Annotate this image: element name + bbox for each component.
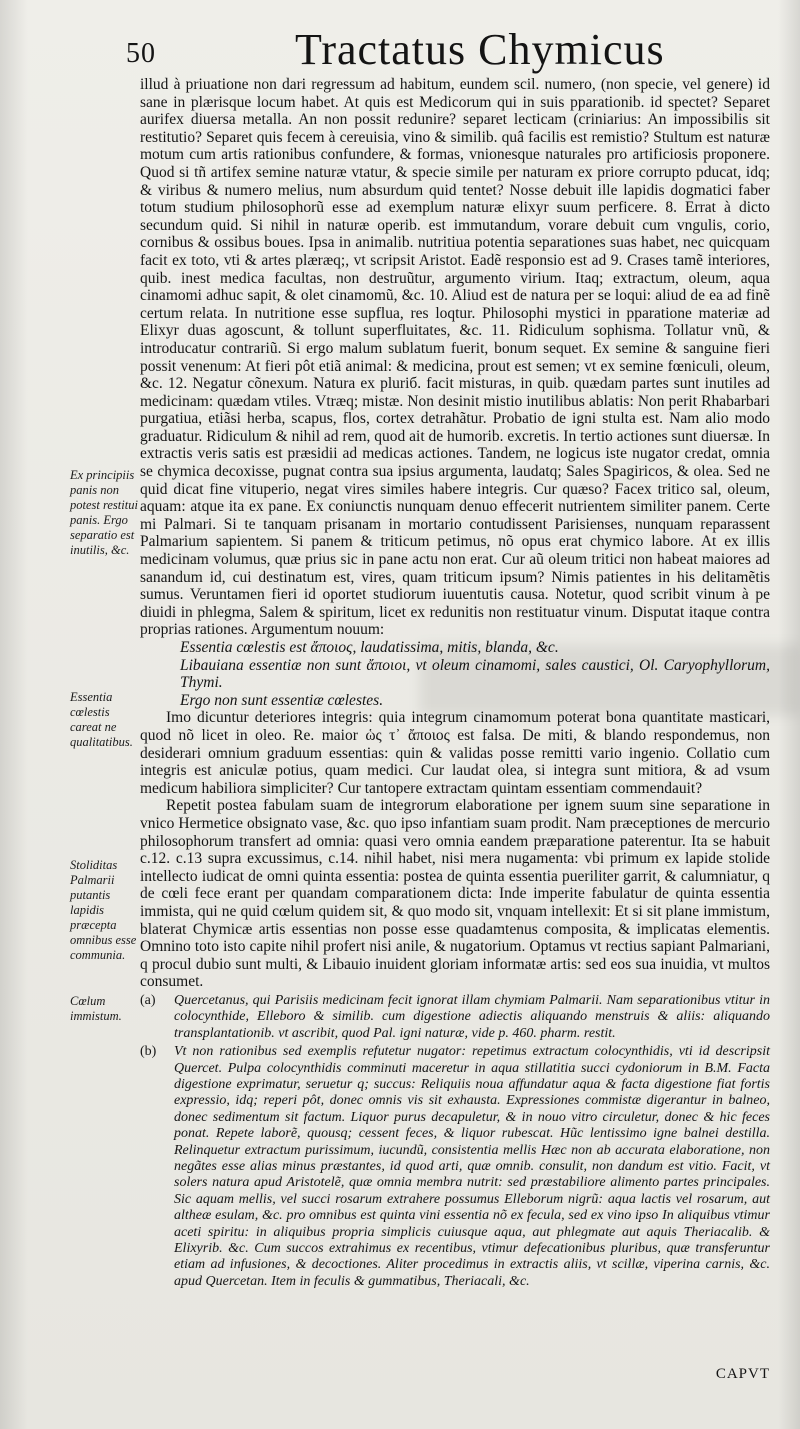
margin-note: Ex principiis panis non potest restitui panis. Ergo separatio est inutilis, &c. <box>70 468 138 557</box>
margin-note: Stoliditas Palmarii putantis lapidis præcepta omnibus esse communia. <box>70 858 137 962</box>
footnote <box>140 993 770 1042</box>
footnote-mark: (a) <box>140 992 156 1008</box>
paragraph: Imo dicuntur deteriores integris: quia integrum cinamomum poterat bona quantitate masticari, quod nõ licet in oleo. Re. maior ὡς τ᾽ ἄποιος est falsa. De miti, & blando respondemus, non desiderari omnium graduum essentias: quin & validas posse remitti vario ingenio. Collatio cum integris est aniculæ potius, quam medici. Cur laudat olea, si integra sunt mitiora, & ad vsum medicum habiliora simpliciter? Cur tantopere extractam quintam essentiam commendauit? <box>140 709 770 797</box>
page-header <box>120 14 760 74</box>
argument-line: Ergo non sunt essentiæ cœlestes. <box>180 691 384 709</box>
main-text <box>140 76 770 1290</box>
paragraph: Repetit postea fabulam suam de integrorum elaboratione per ignem suum sine separatione in vnico Hermetice obsignato vase, &c. quo ipso infantiam suam prodit. Nam præceptiones de mercurio philosophorum transfert ad omnia: quasi vero omnia eandem præparatione paterentur. Ita se habuit c.12. c.13 supra excussimus, c.14. nihil habet, nisi mera nugamenta: vbi primum ex lapide stolide intellecto iudicat de omni quinta essentia: postea de quinta essentia pueriliter garrit, & calumniatur, q de cœli fece erant per quandam comparationem dicta: Inde imperite fabulatur de quinta essentia immista, qui ne quid cœlum quidem sit, & quo modo sit, vnquam intellexit: Et si sit plane immistum, blaterat Chymicæ artis essentias non posse esse quadamtenus composita, & implicatas elementis. Omnino toto isto capite nihil profert nisi anile, & nugatorium. Optamus vt rectius sapiant Palmariani, q procul dubio sunt multi, & Libauio inuident gloriam informatæ artis: sed eos sua inuidia, vt multos consumet. <box>140 797 770 991</box>
catchword: CAPVT <box>715 1366 770 1382</box>
margin-note: Cœlum immistum. <box>70 994 122 1023</box>
margin-note: Essentia cœlestis careat ne qualitatibus. <box>70 690 133 749</box>
page-number: 50 <box>126 38 156 69</box>
footnote-mark: (b) <box>140 1044 157 1060</box>
argument-line: Essentia cœlestis est ἄποιος, laudatissima, mitis, blanda, &c. <box>180 639 559 656</box>
argument-line: Libauiana essentiæ non sunt ἄποιοι, vt oleum cinamomi, sales caustici, Ol. Caryophyllorum, Thymi. <box>180 656 770 692</box>
footnote <box>140 1044 770 1290</box>
footnote-text: Vt non rationibus sed exemplis refutetur nugator: repetimus extractum colocynthidis, vti id descripsit Quercet. Pulpa colocynthidis comminuti maceretur in aqua stillatitia succi cydoniorum in B.M. Facta digestione exprimatur, seruetur q; succus: Reliquiis noua affundatur aqua & facta digestione fiat fortis expressio, idq; reperi pôt, donec omnis vis sit exhausta. Expressiones commistæ digerantur in balneo, donec sedimentum sit factum. Liquor purus decapuletur, & in nouo vitro circuletur, donec & hic feces ponat. Repete laborẽ, quousq; cessent feces, & liquor rubescat. Hũc lentissimo igne balnei destilla. Relinquetur extractum purissimum, iucundũ, consistentia mellis Hæc non ab accurata elaboratione, non negãtes esse alias minus præstantes, id quod arti, quæ omnib. consulit, non dandum est vitio. Facit, vt solers natura apud Aristotelẽ, quæ omnia membra nutrit: sed præstabiliore alimento partes principales. Sic aquam mellis, vel succi rosarum extrahere possumus Elleborum nigrũ: aqua lactis vel rosarum, aut altheæ esulam, &c. pro omnibus est quinta vini essentia nõ ex fecula, sed ex vino ipso In aliquibus vtimur aceti spiritu: in aliquibus propria simplicis cuiusque aqua, aut phlegmate aut aquis Theriacalib. & Elixyrib. &c. Cum succos extrahimus ex recentibus, vtimur defecationibus pluribus, quæ transferuntur etiam ad infusiones, & decoctiones. Aliter procedimus in extractis aliis, vt scillæ, viperina carnis, &c. apud Quercetan. Item in feculis & gummatibus, Theriacali, &c. <box>174 1044 770 1289</box>
paragraph: illud à priuatione non dari regressum ad habitum, eundem scil. numero, (non specie, vel genere) id sane in plærisque locum habet. At quis est Medicorum qui in suis pparationib. id spectet? Separet aurifex diuersa metalla. An non possit redunire? separet lecticam (criniarius: An impossibilis sit restitutio? Separet quis fecem à cereuisia, vino & similib. quâ facilis est remistio? Stultum est naturæ motum cum artis rationibus confundere, & formas, vnionesque naturales pro artificiosis proponere. Quod si tñ artifex semine naturæ vtatur, & specie simile per naturam ex priore corrupto pducat, idq; & viribus & numero melius, num absurdum quid tentet? Nosse debuit ille lapidis dogmatici faber totum studium philosophorũ esse ad exemplum naturæ elixyr suum perficere. 8. Errat à dicto secundum quid. Si nihil in naturæ operib. est immutandum, vorare debuit cum vngulis, corio, cornibus & ossibus boues. Ipsa in animalib. nutritiua potentia separationes suas habet, nec quicquam facit ex toto, vti & artes plæræq;, vt scripsit Aristot. Eadẽ responsio est ad 9. Crases tamẽ interiores, quib. inest medica facultas, non destruũtur, argumento virium. Itaq; extractum, oleum, aqua cinamomi adhuc sapit, & olet cinamomũ, &c. 10. Aliud est de natura per se loqui: aliud de ea ad finẽ certum relata. In nutritione esse supflua, res loqtur. Philosophi mystici in pparatione materiæ ad Elixyr duas agoscunt, & tollunt superfluitates, &c. 11. Ridiculum sophisma. Tollatur vnũ, & introducatur contrariũ. Si ergo malum sublatum fuerit, bonum sequet. Ex semine & sanguine fieri possit venenum: At fieri pôt etiã animal: & medicina, prout est semen; vt ex semine fœniculi, oleum, &c. 12. Negatur cõnexum. Natura ex pluriб. facit misturas, in quib. quædam partes sunt inutiles ad medicinam: quædam vtiles. Vtræq; mistæ. Non desinit mistio inutilibus ablatis: Non perit Rhabarbari purgatiua, etiãsi herba, scapus, flos, cortex detrahãtur. Probatio de igni stulta est. Nam alio modo graduatur. Ridiculum & nihil ad rem, quod ait de humorib. excretis. In tertio actiones sunt diuersæ. In extractis veris satis est præsidii ad medicas actiones. Tandem, ne logicus iste nugator credat, omnia se chymica decoxisse, pugnat contra sua ipsius argumenta, laudatq; Sales Spagiricos, & olea. Sed ne quid dicat fine vituperio, negat vires similes habere integris. Cur quæso? Facex tritico sal, oleum, aquam: atque ita ex pane. Ex coniunctis nunquam denuo effecerit nutrientem similiter panem. Certe mi Palmari. Si te tanquam prisanam in mortario contudissent Parisienses, nunquam reparassent Palmarium sapientem. Si panem & triticum petimus, nõ opus erat chymico labore. At ex illis medicinam volumus, quæ prius sic in pane actu non erat. Cur aũ oleum tritici non habeat maiores ad sanandum id, cui destinatum est, vires, quam triticum ipsum? Nimis patientes in his delitamẽtis sumus. Veruntamen fieri id oportet studiorum iuuentutis causa. Notetur, quod scribit vinum à pe diuidi in phlegma, Salem & spiritum, licet ex redunitis non restituatur vinum. Disputat itaque contra proprias rationes. Argumentum nouum: <box>140 76 770 639</box>
footnote-text: Quercetanus, qui Parisiis medicinam fecit ignorat illam chymiam Palmarii. Nam separationibus vtitur in colocynthide, Elleboro & similib. cum digestione adiectis aliquando menstruis & aliis: aliquando transplantationib. vt ascribit, quod Pal. igni naturæ, vide p. 460. pharm. restit. <box>174 992 770 1041</box>
running-title: Tractatus Chymicus <box>295 25 665 74</box>
